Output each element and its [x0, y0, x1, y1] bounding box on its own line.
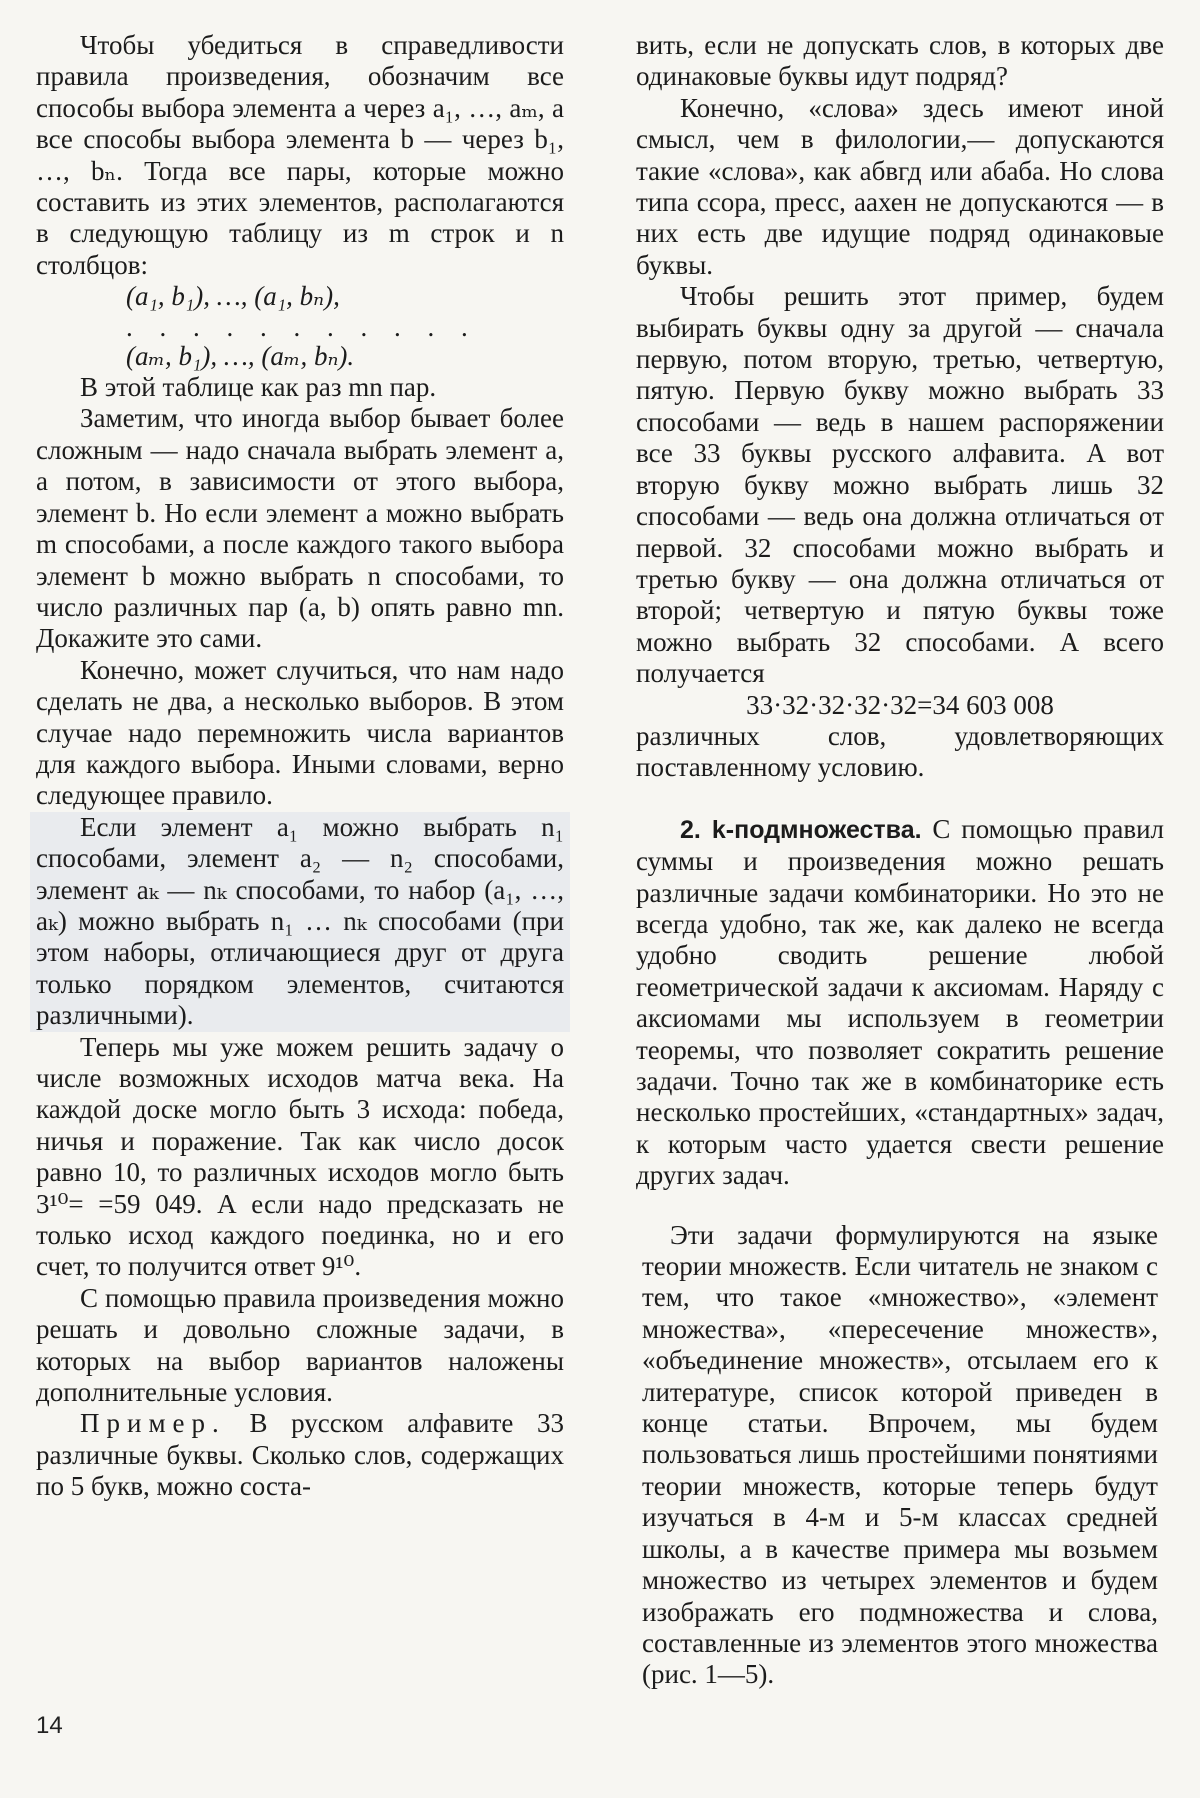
rule-highlight-box	[30, 812, 570, 1032]
formula-row-first: (a₁, b₁), …, (a₁, bₙ),	[126, 281, 340, 312]
section-paragraph	[636, 814, 1164, 1192]
product-formula: 33·32·32·32·32=34 603 008	[746, 689, 1054, 720]
page-number: 14	[36, 1712, 63, 1739]
example-text: В русском алфавите 33 различные буквы. Сколько слов, содержащих по 5 букв, можно соста-	[36, 1408, 564, 1502]
section-title: 2. k-подмножества.	[680, 815, 922, 844]
paragraph: С помощью правила произведения можно решать и довольно сложные задачи, в которых на выбор вариантов наложены дополнительные условия.	[36, 1282, 564, 1408]
paragraph: Чтобы решить этот пример, будем выбирать буквы одну за другой — сначала первую, потом вторую, третью, четвертую, пятую. Первую букву можно выбрать 33 способами — ведь в нашем распоряжении все 33 буквы русского алфавита. А вот вторую букву можно выбрать лишь 32 способами — ведь она должна отличаться от первой. 32 способами можно выбрать и третью букву — она должна отличаться от второй; четвертую и пятую буквы тоже можно выбрать 32 способами. А всего получается	[636, 281, 1164, 689]
formula-ellipsis-row: . . . . . . . . . . .	[126, 311, 478, 342]
paragraph: Чтобы убедиться в справедливости правила произведения, обозначим все способы выбора элемента a через a₁, …, aₘ, а все способы выбора элемента b — через b₁, …, bₙ. Тогда все пары, которые можно составить из этих элементов, располагаются в следующую таблицу из m строк и n столбцов:	[36, 30, 564, 280]
formula-row-last: (aₘ, b₁), …, (aₘ, bₙ).	[126, 340, 355, 371]
left-column	[36, 30, 564, 1503]
paragraph: Заметим, что иногда выбор бывает более сложным — надо сначала выбрать элемент a, а потом, в зависимости от этого выбора, элемент b. Но если элемент a можно выбрать m способами, а после каждого такого выбора элемент b можно выбрать n способами, то число различных пар (a, b) опять равно mn. Докажите это сами.	[36, 403, 564, 654]
paragraph: Конечно, может случиться, что нам надо сделать не два, а несколько выборов. В этом случае надо перемножить числа вариантов для каждого выбора. Иными словами, верно следующее правило.	[36, 654, 564, 811]
right-column	[636, 30, 1164, 1691]
product-rule-statement: Если элемент a₁ можно выбрать n₁ способами, элемент a₂ — n₂ способами, элемент aₖ — nₖ способами, то набор (a₁, …, aₖ) можно выбрать n₁ … nₖ способами (при этом наборы, отличающиеся друг от друга только порядком элементов, считаются различными).	[36, 811, 564, 1031]
paragraph: Теперь мы уже можем решить задачу о числе возможных исходов матча века. На каждой доске могло быть 3 исхода: победа, ничья и поражение. Так как число досок равно 10, то различных исходов могло быть 3¹⁰= =59 049. А если надо предсказать не только исход каждого поединка, но и его счет, то получится ответ 9¹⁰.	[36, 1031, 564, 1282]
paragraph: В этой таблице как раз mn пар.	[80, 372, 437, 403]
example-label: Пример.	[80, 1408, 226, 1439]
section-text: С помощью правил суммы и произведения можно решать различные задачи комбинаторики. Но это не всегда удобно, так же, как далеко не всегда удобно сводить решение любой геометрической задачи к аксиомам. Наряду с аксиомами мы используем в геометрии теоремы, что позволяет сократить решение задачи. Точно так же в комбинаторике есть несколько простейших, «стандартных» задач, к которым часто удается свести решение других задач.	[636, 813, 1164, 1191]
footnote: Эти задачи формулируются на языке теории множеств. Если читатель не знаком с тем, что такое «множество», «элемент множества», «пересечение множеств», «объединение множеств», отсылаем его к литературе, список которой приведен в конце статьи. Впрочем, мы будем пользоваться лишь простейшими понятиями теории множеств, которые теперь будут изучаться в 4-м и 5-м классах средней школы, а в качестве примера мы возьмем множество из четырех элементов и будем изображать его подмножества и слова, составленные из элементов этого множества (рис. 1—5).	[642, 1219, 1158, 1690]
paragraph: Конечно, «слова» здесь имеют иной смысл, чем в филологии,— допускаются такие «слова», как абвгд или абаба. Но слова типа ссора, пресс, аахен не допускаются — в них есть две идущие подряд одинаковые буквы.	[636, 92, 1164, 280]
paragraph: вить, если не допускать слов, в которых две одинаковые буквы идут подряд?	[636, 30, 1164, 92]
paragraph: различных слов, удовлетворяющих поставленному условию.	[636, 720, 1164, 783]
example-paragraph	[36, 1408, 564, 1502]
